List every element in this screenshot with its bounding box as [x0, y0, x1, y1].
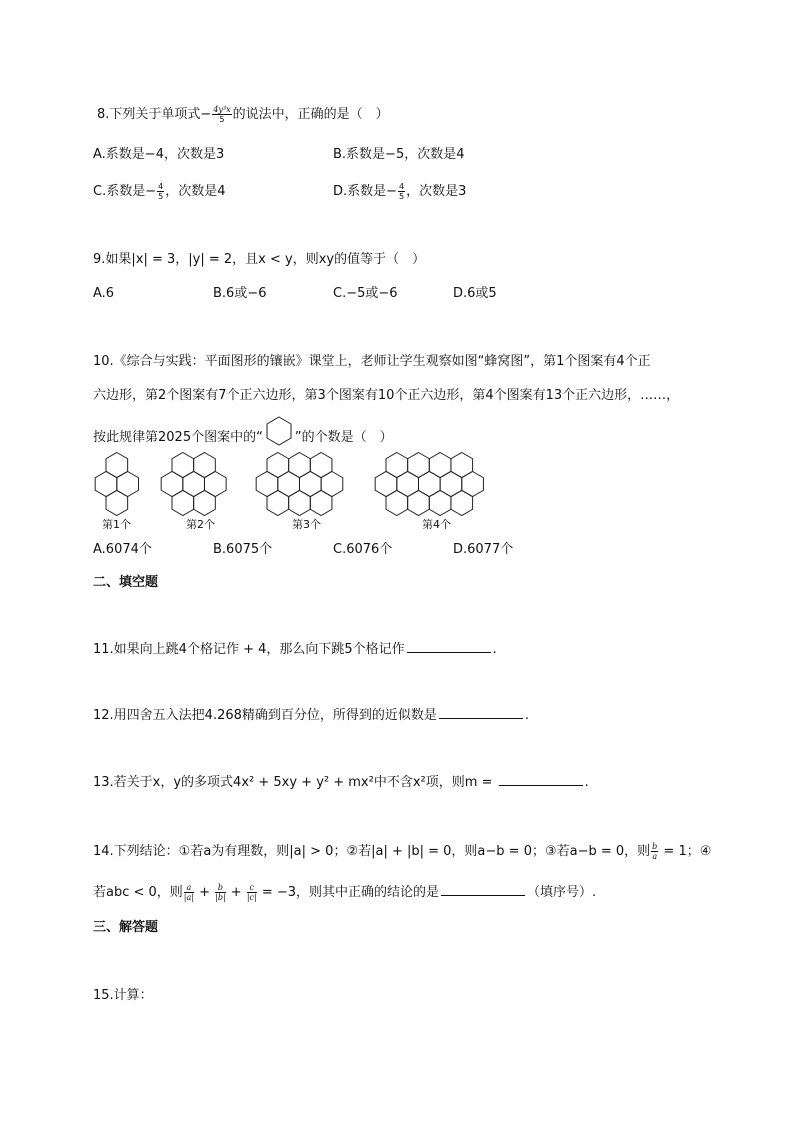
q14-line-1-text: 14.下列结论：①若a为有理数，则|a| > 0；②若|a| + |b| = 0，则a−b = 0；③若a−b = 0，则 [93, 844, 651, 859]
question-15: 15.计算： [93, 988, 153, 1003]
q13-text: 13.若关于x，y的多项式4x² + 5xy + y² + mx²中不含x²项，则m = [93, 775, 497, 790]
q8-option-b[interactable]: B.系数是−5，次数是4 [333, 147, 465, 162]
q12-end: . [524, 708, 530, 723]
q8-frac-num: 4y³x [213, 105, 231, 114]
q10-line-2: 六边形，第2个图案有7个正六边形，第3个图案有10个正六边形，第4个图案有13个正六边形，……， [93, 388, 680, 403]
q8-option-d-frac [398, 182, 405, 201]
q8-option-d-den: 5 [399, 192, 405, 201]
q8-suffix: 的说法中，正确的是（ ） [232, 107, 389, 122]
q10-option-d[interactable]: D.6077个 [453, 542, 514, 557]
q14-line-1 [93, 842, 711, 862]
q8-option-d-post: ，次数是3 [406, 184, 467, 199]
q8-option-d-pre: D.系数是− [333, 184, 398, 199]
figure-label-2: 第2个 [186, 518, 215, 531]
q8-minus: − [200, 107, 212, 122]
q10-line-3-post: ”的个数是（ ） [294, 430, 393, 445]
q14-answer-blank[interactable] [441, 882, 525, 896]
q10-line-3 [93, 428, 393, 448]
q14-ratio-frac [651, 842, 658, 861]
figure-label-1: 第1个 [102, 518, 131, 531]
q10-option-c[interactable]: C.6076个 [333, 542, 393, 557]
q11-text: 11.如果向上跳4个格记作 + 4，那么向下跳5个格记作 [93, 642, 405, 657]
q11-answer-blank[interactable] [407, 639, 491, 653]
q14-frac-a [184, 883, 194, 902]
q14-frac-c-den: |c| [246, 893, 257, 902]
q14-frac-b-num: b [215, 883, 226, 893]
q8-option-c-pre: C.系数是− [93, 184, 157, 199]
q8-prefix: 8.下列关于单项式 [97, 107, 201, 122]
q9-option-c[interactable]: C.−5或−6 [333, 286, 398, 301]
q14-line-2-mid: = −3，则其中正确的结论的是 [257, 885, 440, 900]
q8-option-d-num: 4 [399, 182, 405, 191]
q14-frac-c [247, 883, 257, 902]
q14-line-2: 若abc < 0，则 $\frac{a}{|a|}$ + $\frac{b}{|b|}$ + $\frac{c}{|c|}$ = −3，则其中正确的结论的是 （填序号）. [93, 883, 597, 902]
q13-end: . [584, 775, 589, 790]
q14-ratio-den: a [652, 852, 658, 861]
q8-option-c[interactable] [93, 182, 225, 202]
q10-option-a[interactable]: A.6074个 [93, 542, 152, 557]
q13-answer-blank[interactable] [499, 772, 583, 786]
q14-frac-c-num: c [247, 883, 257, 893]
q14-line-1-end: = 1；④ [659, 844, 712, 859]
q9-option-a[interactable]: A.6 [93, 286, 115, 301]
q14-line-2-pre: 若abc < 0，则 [93, 885, 183, 900]
q12-text: 12.用四舍五入法把4.268精确到百分位，所得到的近似数是 [93, 708, 437, 723]
q14-frac-a-num: a [184, 883, 194, 893]
q14-frac-a-den: |a| [183, 893, 194, 902]
question-8 [97, 105, 389, 125]
q9-option-b[interactable]: B.6或−6 [213, 286, 267, 301]
question-9: 9.如果|x| = 3，|y| = 2，且x < y，则xy的值等于（ ） [93, 252, 426, 267]
honeycomb-figures [90, 448, 510, 538]
q10-option-b[interactable]: B.6075个 [213, 542, 273, 557]
q8-option-c-num: 4 [158, 182, 164, 191]
q8-option-c-frac [157, 182, 164, 201]
hexagon-icon [263, 415, 295, 447]
q14-line-2-post: （填序号）. [527, 885, 597, 900]
q10-line-3-pre: 按此规律第2025个图案中的“ [93, 430, 263, 445]
question-11 [93, 639, 497, 660]
q12-answer-blank[interactable] [439, 705, 523, 719]
q8-fraction [212, 105, 231, 124]
question-12 [93, 705, 529, 726]
honeycomb-hexagons [95, 453, 483, 516]
q8-option-c-den: 5 [158, 192, 164, 201]
figure-label-4: 第4个 [422, 518, 451, 531]
q14-ratio-num: b [652, 842, 658, 851]
q9-option-d[interactable]: D.6或5 [453, 286, 497, 301]
q8-option-a[interactable]: A.系数是−4，次数是3 [93, 147, 225, 162]
section-fill-in: 二、填空题 [93, 575, 159, 590]
q14-frac-b [215, 883, 226, 902]
section-solve: 三、解答题 [93, 920, 159, 935]
q8-option-d[interactable] [333, 182, 466, 202]
q10-line-1: 10.《综合与实践：平面图形的镶嵌》课堂上，老师让学生观察如图“蜂窝图”，第1个图案有4个正 [93, 354, 651, 369]
q11-end: . [492, 642, 497, 657]
q14-frac-b-den: |b| [215, 893, 226, 902]
question-13 [93, 772, 589, 793]
figure-label-3: 第3个 [292, 518, 321, 531]
q8-frac-den: 5 [219, 115, 225, 124]
q8-option-c-post: ，次数是4 [165, 184, 226, 199]
